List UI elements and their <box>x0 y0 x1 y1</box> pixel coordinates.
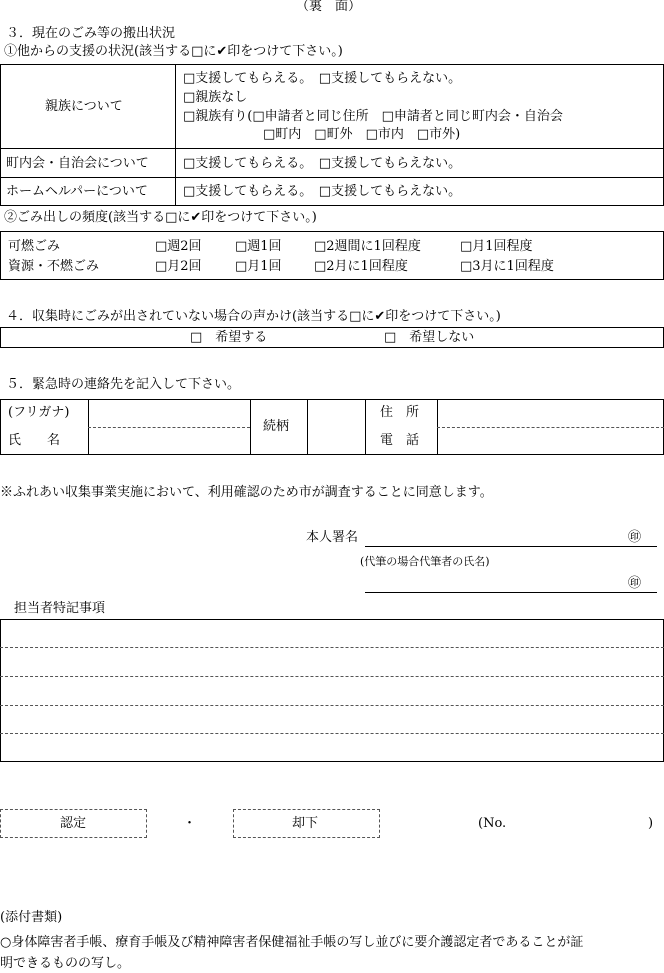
address-field[interactable] <box>439 401 662 425</box>
attachments-line-2: 明できるものの写し。 <box>0 956 131 971</box>
section-3-sub1: ①他からの支援の状況(該当する□に✔印をつけて下さい。) <box>4 44 343 59</box>
seal-mark-2: ㊞ <box>628 576 642 591</box>
wish-yes-option[interactable]: □ 希望する <box>190 330 268 345</box>
phone-label: 電 話 <box>380 433 420 448</box>
signature-line[interactable] <box>365 546 657 547</box>
number-label: (No. <box>478 816 507 831</box>
freq-burnable-opt-4[interactable]: □月1回程度 <box>460 239 533 254</box>
freq-resource-opt-2[interactable]: □月1回 <box>235 259 282 274</box>
freq-resource-opt-1[interactable]: □月2回 <box>155 259 202 274</box>
page-label: （裏 面） <box>296 0 362 14</box>
name-label: 氏 名 <box>8 433 61 448</box>
wish-no-option[interactable]: □ 希望しない <box>384 330 475 345</box>
furigana-label: (フリガナ) <box>8 405 70 420</box>
helper-options[interactable]: □支援してもらえる。 □支援してもらえない。 <box>183 184 462 199</box>
freq-burnable-opt-2[interactable]: □週1回 <box>235 239 282 254</box>
reject-label: 却下 <box>292 816 319 831</box>
freq-burnable-opt-3[interactable]: □2週間に1回程度 <box>314 239 421 254</box>
phone-field[interactable] <box>439 429 662 453</box>
proxy-note: (代筆の場合代筆者の氏名) <box>360 555 490 568</box>
attachments-line-1: ○身体障害者手帳、療育手帳及び精神障害者保健福祉手帳の写し並びに要介護認定者であることが証 <box>0 935 584 950</box>
address-label: 住 所 <box>380 405 420 420</box>
section-4-box <box>0 327 664 348</box>
consent-text: ※ふれあい収集事業実施において、利用確認のため市が調査することに同意します。 <box>0 485 493 500</box>
relatives-option-2[interactable]: □親族なし <box>183 90 248 105</box>
relation-field[interactable] <box>309 401 363 453</box>
freq-burnable-opt-1[interactable]: □週2回 <box>155 239 202 254</box>
relation-label: 続柄 <box>263 419 290 434</box>
neighborhood-options[interactable]: □支援してもらえる。 □支援してもらえない。 <box>183 156 462 171</box>
notes-box[interactable] <box>0 619 664 762</box>
freq-resource-label: 資源・不燃ごみ <box>8 259 100 274</box>
name-field[interactable] <box>90 429 248 453</box>
approve-label: 認定 <box>60 816 87 831</box>
section-3-sub2: ②ごみ出しの頻度(該当する□に✔印をつけて下さい。) <box>4 210 317 225</box>
freq-resource-opt-3[interactable]: □2月に1回程度 <box>314 259 408 274</box>
proxy-signature-line[interactable] <box>365 592 657 593</box>
section-4-title: ４．収集時にごみが出されていない場合の声かけ(該当する□に✔印をつけて下さい。) <box>6 309 501 324</box>
number-close: ) <box>648 816 654 831</box>
attachments-title: (添付書類) <box>0 910 63 925</box>
freq-resource-opt-4[interactable]: □3月に1回程度 <box>460 259 554 274</box>
row-neighborhood-label: 町内会・自治会について <box>6 156 149 171</box>
notes-title: 担当者特記事項 <box>14 601 106 616</box>
row-relatives-label: 親族について <box>45 99 123 114</box>
relatives-option-4[interactable]: □町内 □町外 □市内 □市外) <box>263 127 461 142</box>
signature-label: 本人署名 <box>306 530 359 545</box>
seal-mark-1: ㊞ <box>628 530 642 545</box>
section-3-title: ３．現在のごみ等の搬出状況 <box>6 26 176 41</box>
relatives-option-1[interactable]: □支援してもらえる。 □支援してもらえない。 <box>183 71 462 86</box>
section-5-title: ５．緊急時の連絡先を記入して下さい。 <box>6 377 241 392</box>
row-helper-label: ホームヘルパーについて <box>6 184 148 199</box>
separator-dot: ・ <box>183 816 197 831</box>
furigana-field[interactable] <box>90 401 248 425</box>
freq-burnable-label: 可燃ごみ <box>8 239 61 254</box>
relatives-option-3[interactable]: □親族有り(□申請者と同じ住所 □申請者と同じ町内会・自治会 <box>183 109 563 124</box>
